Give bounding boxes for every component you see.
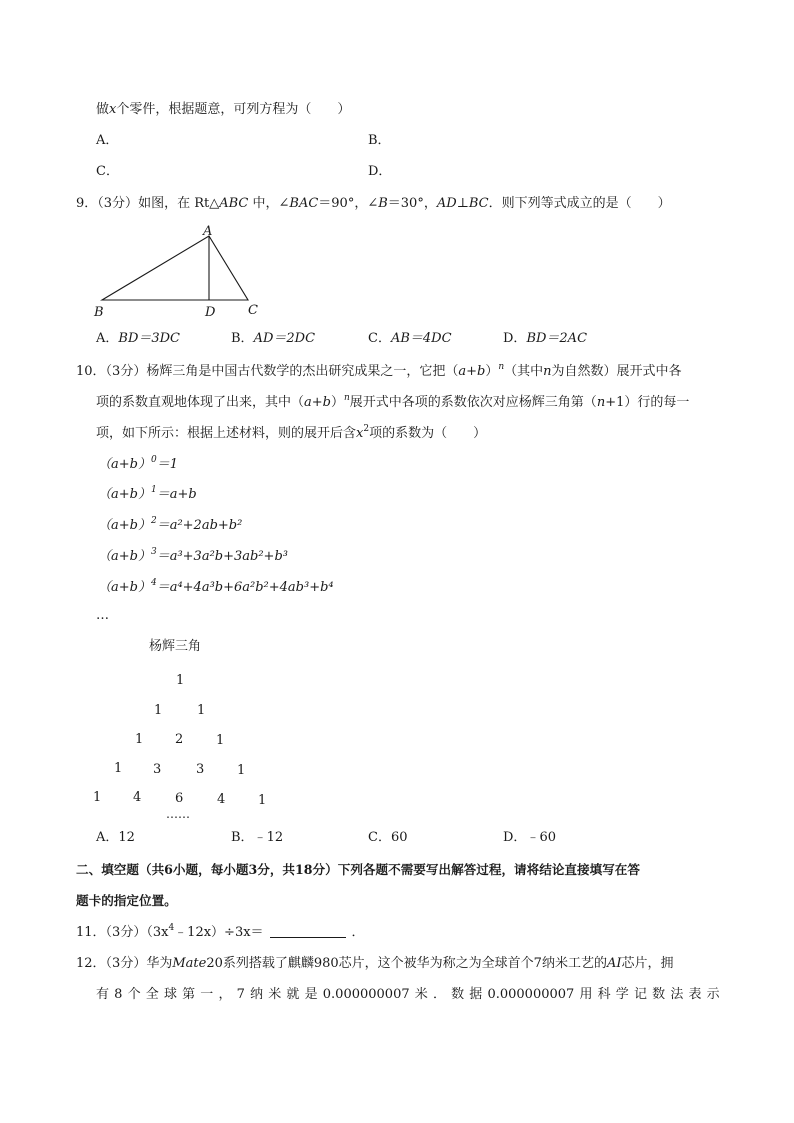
q9-triangle-figure: [88, 222, 278, 322]
triangle-cell: 4: [217, 792, 226, 807]
triangle-cell: 2: [175, 732, 184, 747]
text-part: 项的系数为（ ）: [369, 426, 487, 441]
triangle-title: 杨辉三角: [149, 639, 202, 654]
q9-number: 9．: [76, 196, 98, 211]
q12-score: （3分）: [105, 956, 147, 971]
q9-stem-part: BC: [468, 196, 489, 211]
text-part: ）: [485, 364, 499, 379]
text-part: 项的系数直观地体现了出来，其中（: [96, 395, 305, 410]
section2-heading-line1: 二、填空题（共6小题，每小题3分，共18分）下列各题不需要写出解答过程，请将结论直接填写在答: [76, 862, 640, 877]
q10-option-c[interactable]: [368, 828, 408, 848]
text-part: x: [356, 426, 364, 441]
expr-part: 4: [168, 922, 175, 933]
text-part: 20系列搭载了麒麟980芯片，这个被华为称之为全球首个7纳米工艺的: [206, 956, 607, 971]
expansion-rhs: ＝1: [156, 457, 178, 472]
q9-stem: [76, 194, 671, 214]
option-prefix: B．: [231, 830, 254, 845]
option-expr: AB＝4DC: [390, 331, 452, 346]
q11-number: 11．: [76, 925, 106, 940]
q9-stem-part: 如图，在 Rt△: [138, 196, 220, 211]
expansion-4: [98, 578, 334, 598]
q8-stem-suffix: 个零件，根据题意，可列方程为（ ）: [116, 102, 351, 117]
word: 数: [451, 987, 465, 1002]
word: 米: [268, 987, 282, 1002]
q8-stem: [96, 100, 350, 120]
q9-stem-part: ⊥: [456, 196, 469, 211]
q10-option-a[interactable]: [96, 828, 135, 848]
word: 就: [286, 987, 300, 1002]
q12-line1: [76, 954, 674, 974]
q11-answer-blank[interactable]: [270, 924, 346, 938]
word: 全: [145, 987, 159, 1002]
expansion-exp: 1: [150, 484, 157, 495]
label-a: A: [203, 224, 213, 239]
q10-option-b[interactable]: [231, 828, 283, 848]
word: 数: [652, 987, 666, 1002]
option-prefix: A．: [96, 830, 119, 845]
q10-line2: [96, 393, 689, 413]
expansion-base: （a+b）: [98, 457, 151, 472]
word: 学: [615, 987, 629, 1002]
triangle-cell: 1: [114, 761, 123, 776]
text-part: n: [543, 364, 552, 379]
q9-stem-part: B: [378, 196, 388, 211]
text-part: 芯片，拥: [621, 956, 674, 971]
expansion-exp: 4: [150, 577, 157, 588]
text-part: n: [344, 392, 350, 403]
text-part: a+b: [304, 395, 331, 410]
expansion-1: [98, 485, 197, 505]
q9-stem-part: BAC: [289, 196, 319, 211]
word: ．: [432, 987, 446, 1002]
option-prefix: D．: [503, 830, 527, 845]
triangle-cell: 1: [176, 673, 185, 688]
triangle-dots: ……: [166, 807, 190, 821]
word: 示: [706, 987, 720, 1002]
word: 是: [304, 987, 318, 1002]
section2-heading-line2: 题卡的指定位置。: [76, 893, 177, 908]
text-part: 2: [363, 423, 370, 434]
expansion-2: [98, 516, 242, 536]
expansion-rhs: ＝a³+3a²b+3ab²+b³: [156, 549, 288, 564]
word: 记: [633, 987, 647, 1002]
text-part: n: [498, 361, 505, 372]
expr-part: ﹣12x）÷3x＝: [174, 925, 264, 940]
word: ，: [218, 987, 232, 1002]
word: 法: [670, 987, 684, 1002]
q9-stem-part: ＝90°，∠: [318, 196, 379, 211]
q9-stem-part: ABC: [219, 196, 249, 211]
expansion-exp: 2: [150, 515, 157, 526]
word: 0.000000007: [487, 987, 575, 1002]
triangle-cell: 1: [216, 733, 225, 748]
option-expr: AD＝2DC: [253, 331, 316, 346]
option-prefix: C．: [368, 830, 391, 845]
q9-stem-part: AD: [436, 196, 457, 211]
word: 有: [96, 987, 110, 1002]
triangle-cell: 1: [258, 793, 267, 808]
q10-line3: [96, 424, 486, 444]
expansion-exp: 3: [150, 546, 157, 557]
text-part: 杨辉三角是中国古代数学的杰出研究成果之一，它把（: [146, 364, 459, 379]
q9-score: （3分）: [97, 196, 139, 211]
q11-score: （3分）: [105, 925, 147, 940]
q8-option-c[interactable]: C．: [96, 164, 119, 179]
option-value: 12: [118, 830, 135, 845]
option-value: ﹣60: [526, 830, 556, 845]
word: 第: [182, 987, 196, 1002]
q8-stem-var: x: [109, 102, 117, 117]
q8-stem-prefix: 做: [96, 102, 110, 117]
q9-option-c[interactable]: [368, 329, 452, 349]
q10-number: 10．: [76, 364, 106, 379]
word: 7: [236, 987, 245, 1002]
text-part: ）: [330, 395, 344, 410]
q9-stem-part: 中，∠: [248, 196, 290, 211]
q8-option-d[interactable]: D．: [368, 164, 392, 179]
option-prefix: C．: [368, 331, 391, 346]
option-prefix: A．: [96, 331, 119, 346]
triangle-cell: 1: [93, 790, 102, 805]
text-part: 展开式中各项的系数依次对应杨辉三角第（: [349, 395, 597, 410]
q11-stem: [76, 923, 365, 943]
expr-part: （3x: [146, 925, 169, 940]
triangle-cell: 3: [153, 762, 162, 777]
text-part: Mate: [172, 956, 207, 971]
expansion-base: （a+b）: [98, 487, 151, 502]
text-part: +1）行的每一: [605, 395, 690, 410]
expansion-0: [98, 455, 178, 475]
word: 米: [414, 987, 428, 1002]
expansion-rhs: ＝a⁴+4a³b+6a²b²+4ab³+b⁴: [156, 580, 334, 595]
word: 纳: [250, 987, 264, 1002]
q9-option-b[interactable]: [231, 329, 315, 349]
text-part: AI: [606, 956, 622, 971]
text-part: 项，如下所示：根据上述材料，则的展开后含: [96, 426, 357, 441]
option-prefix: D．: [503, 331, 527, 346]
word: 用: [579, 987, 593, 1002]
word: 表: [688, 987, 702, 1002]
triangle-abc: [102, 236, 248, 300]
text-part: 华为: [146, 956, 173, 971]
q10-score: （3分）: [105, 364, 147, 379]
option-expr: BD＝3DC: [118, 331, 181, 346]
option-prefix: B．: [231, 331, 254, 346]
option-value: 60: [390, 830, 408, 845]
text-part: n: [596, 395, 606, 410]
expansion-rhs: ＝a²+2ab+b²: [156, 518, 243, 533]
expansion-rhs: ＝a+b: [156, 487, 197, 502]
q12-line2: [96, 985, 720, 1005]
expansion-base: （a+b）: [98, 580, 151, 595]
triangle-cell: 4: [133, 790, 142, 805]
word: 球: [163, 987, 177, 1002]
expansion-3: [98, 547, 288, 567]
triangle-cell: 6: [175, 791, 184, 806]
option-value: ﹣12: [253, 830, 284, 845]
word: 一: [200, 987, 214, 1002]
word: 据: [469, 987, 483, 1002]
triangle-cell: 1: [237, 763, 246, 778]
text-part: 为自然数）展开式中各: [551, 364, 682, 379]
text-part: a+b: [458, 364, 486, 379]
expansion-base: （a+b）: [98, 549, 151, 564]
q10-line1: [76, 362, 682, 382]
label-d: D: [205, 305, 216, 320]
label-b: B: [94, 305, 104, 320]
q8-option-b[interactable]: B．: [368, 133, 391, 148]
q9-stem-part: ＝30°，: [387, 196, 437, 211]
q10-option-d[interactable]: [503, 828, 556, 848]
q8-option-a[interactable]: A．: [96, 133, 119, 148]
word: 0.000000007: [322, 987, 410, 1002]
label-c: C: [248, 303, 258, 318]
word: 科: [597, 987, 611, 1002]
triangle-cell: 3: [196, 762, 205, 777]
option-expr: BD＝2AC: [526, 331, 588, 346]
text-part: （其中: [504, 364, 544, 379]
q9-option-a[interactable]: [96, 329, 180, 349]
triangle-cell: 1: [154, 703, 163, 718]
q12-number: 12．: [76, 956, 106, 971]
expansion-exp: 0: [150, 454, 157, 465]
expansion-base: （a+b）: [98, 518, 151, 533]
q9-option-d[interactable]: [503, 329, 587, 349]
expr-part: ．: [351, 925, 365, 940]
word: 个: [127, 987, 141, 1002]
expansion-ellipsis: …: [96, 608, 109, 623]
q9-stem-part: ．则下列等式成立的是（ ）: [488, 196, 671, 211]
triangle-cell: 1: [135, 732, 144, 747]
word: 8: [114, 987, 123, 1002]
triangle-cell: 1: [197, 703, 206, 718]
